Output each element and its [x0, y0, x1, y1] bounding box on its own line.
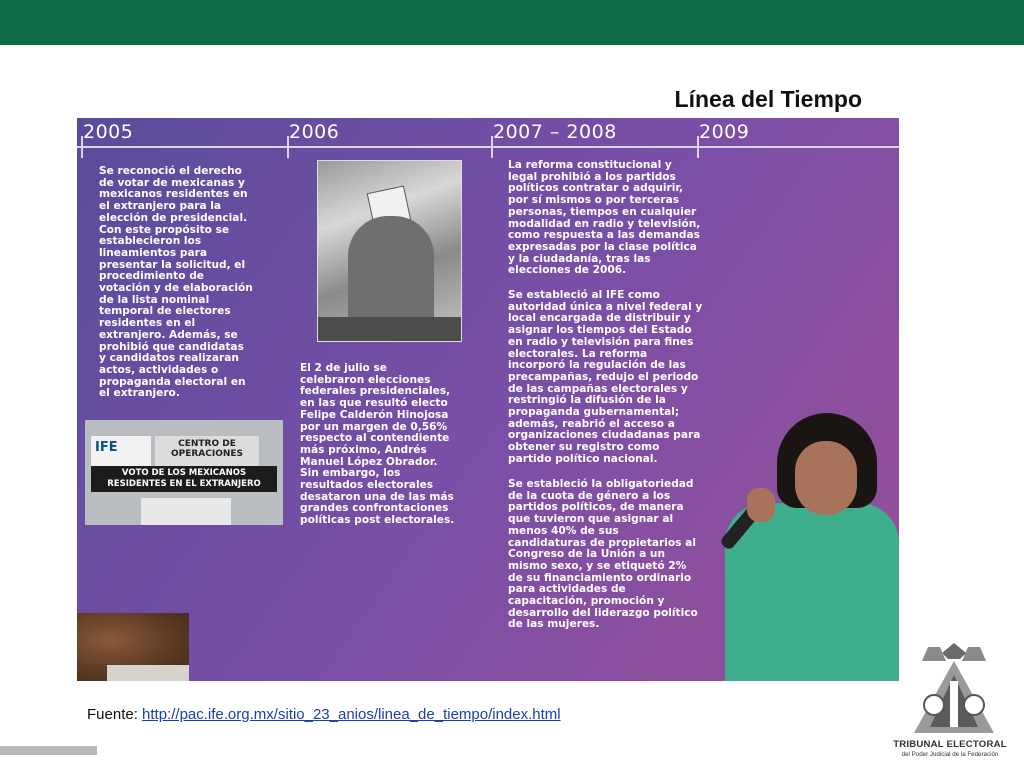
text-2006: El 2 de julio se celebraron elecciones federales presidenciales, en las que resultó electo Felipe Calderón Hinojosa por un margen de 0,56% respecto al contendiente más próximo, Andrés Manuel López Obrador. Sin embargo, los resultados electorales desataron una de las más grandes confrontaciones políticas post electorales.	[300, 362, 455, 527]
ballot-box	[141, 498, 231, 525]
photo-hand-voting	[77, 613, 189, 681]
woman-face	[795, 441, 857, 515]
org-subtitle: del Poder Judicial de la Federación	[901, 751, 999, 758]
woman-shirt	[725, 503, 899, 681]
vote-abroad-banner: VOTO DE LOS MEXICANOS RESIDENTES EN EL EXTRANJERO	[91, 466, 277, 492]
source-label: Fuente:	[87, 706, 138, 723]
photo-table	[318, 317, 461, 341]
photo-vote-count	[317, 160, 462, 342]
source-link[interactable]: http://pac.ife.org.mx/sitio_23_anios/linea_de_tiempo/index.html	[142, 706, 561, 723]
timeline-axis	[77, 146, 899, 148]
year-label-2007-2008: 2007 – 2008	[493, 121, 617, 143]
ife-logo-text: IFE	[95, 440, 118, 455]
photo-ife-operations-center	[85, 420, 283, 525]
footer-grey-bar	[0, 746, 97, 755]
timeline-graphic	[77, 118, 899, 681]
photo-person	[348, 216, 434, 326]
photo-woman-speaking	[717, 413, 899, 681]
operations-sign: CENTRO DE OPERACIONES	[155, 436, 259, 466]
woman-hand	[747, 488, 775, 522]
text-2005: Se reconoció el derecho de votar de mexicanas y mexicanos residentes en el extranjero para la elección de presidencial. Con este propósito se establecieron los lineamientos para presentar la solicitud, el procedimiento de votación y de elaboración de la lista nominal temporal de electores residentes en el extranjero. Además, se prohibió que candidatas y candidatos realizaran actos, actividades o propaganda electoral en el extranjero.	[99, 165, 253, 400]
text-2007-ife: Se estableció al IFE como autoridad única a nivel federal y local encargada de distribuir y asignar los tiempos del Estado en radio y televisión para fines electorales. La reforma incorporó la regulación de las precampañas, redujo el periodo de las campañas electorales y restringió la difusión de la propaganda gubernamental; además, reabrió el acceso a organizaciones ciudadanas para obtener su registro como partido político nacional.	[508, 289, 703, 465]
slide-title: Línea del Tiempo	[674, 86, 862, 112]
tribunal-electoral-logo-icon	[906, 641, 1002, 737]
top-green-band	[0, 0, 1024, 45]
year-label-2009: 2009	[699, 121, 750, 143]
source-citation	[87, 706, 561, 723]
text-2007-gender-quota: Se estableció la obligatoriedad de la cuota de género a los partidos políticos, de manera que tuvieron que asignar al menos 40% de sus candidaturas de propietarios al Congreso de la Unión a un mismo sexo, y se etiquetó 2% de su financiamiento ordinario para actividades de capacitación, promoción y desarrollo del liderazgo político de las mujeres.	[508, 478, 698, 631]
year-label-2005: 2005	[83, 121, 134, 143]
year-label-2006: 2006	[289, 121, 340, 143]
ballot-slot	[107, 665, 189, 681]
text-2007-reform: La reforma constitucional y legal prohibió a los partidos políticos contratar o adquirir, por sí mismos o por terceras personas, tiempos en cualquier modalidad en radio y televisión, como respuesta a las demandas expresadas por la clase política y la ciudadanía, tras las elecciones de 2006.	[508, 159, 701, 277]
org-name: TRIBUNAL ELECTORAL	[893, 739, 1007, 750]
